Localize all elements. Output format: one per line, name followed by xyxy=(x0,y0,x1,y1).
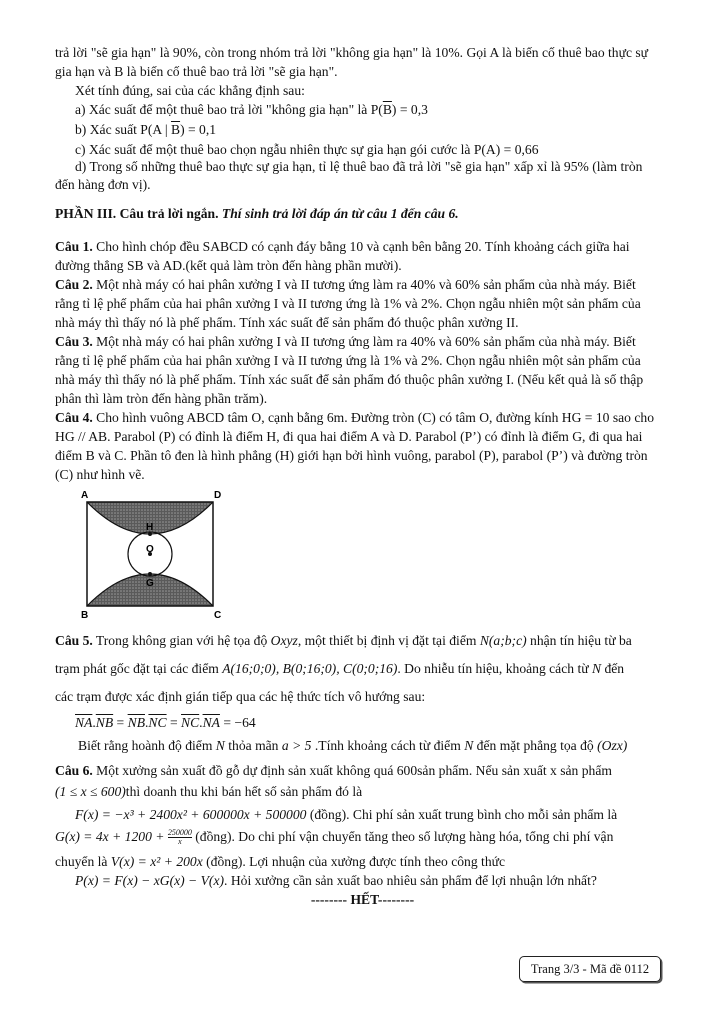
question-6-line-1: Câu 6. Một xưởng sản xuất đồ gỗ dự định sản xuất không quá 600sản phẩm. Nếu sản xuất x sản phẩm xyxy=(55,763,612,778)
question-5-line-5: Biết rằng hoành độ điểm N thỏa mãn a > 5 .Tính khoảng cách từ điểm N đến mặt phẳng tọa độ (Ozx) xyxy=(78,738,628,753)
label-d: D xyxy=(214,490,222,501)
label-g: G xyxy=(146,578,154,589)
statement-b: b) Xác suất P(A | $\overline{B}) = 0,1$ xyxy=(75,122,217,137)
end-mark: -------- HẾT-------- xyxy=(310,892,415,907)
question-2-line-1: Câu 2. Một nhà máy có hai phân xưởng I và II tương ứng làm ra 40% và 60% sản phẩm của nhà máy. Biết xyxy=(55,277,636,292)
label-h: H xyxy=(146,522,154,533)
label-b: B xyxy=(81,610,89,621)
intro-line-3: Xét tính đúng, sai của các khẳng định sau: xyxy=(75,83,305,98)
question-4-line-1: Câu 4. Cho hình vuông ABCD tâm O, cạnh bằng 6m. Đường tròn (C) có tâm O, đường kính HG = 10 sao cho xyxy=(55,410,655,425)
question-4-line-4: (C) như hình vẽ. xyxy=(55,467,145,482)
question-5-line-1: Câu 5. Trong không gian với hệ tọa độ Oxyz, một thiết bị định vị đặt tại điểm N(a;b;c) nhận tín hiệu từ ba xyxy=(55,633,632,648)
statement-c: c) Xác suất để một thuê bao chọn ngẫu nhiên thực sự gia hạn gói cước là P(A) = 0,66 xyxy=(75,142,539,157)
question-3-line-1: Câu 3. Một nhà máy có hai phân xưởng I và II tương ứng làm ra 40% và 60% sản phẩm của nhà máy. Biết xyxy=(55,334,636,349)
page-footer-box: Trang 3/3 - Mã đề 0112 xyxy=(519,956,661,982)
question-5-line-2: trạm phát gốc đặt tại các điểm A(16;0;0), B(0;16;0), C(0;0;16). Do nhiễu tín hiệu, khoảng cách từ N đến xyxy=(55,661,625,676)
question-4-line-2: HG // AB. Parabol (P) có đỉnh là điểm H, đi qua hai điểm A và D. Parabol (P’) có đỉnh là điểm G, đi qua hai xyxy=(55,429,643,444)
question-3-line-4: phân thì làm tròn đến hàng phần trăm). xyxy=(55,391,268,406)
question-5-line-3: các trạm được xác định gián tiếp qua các hệ thức tích vô hướng sau: xyxy=(55,689,426,704)
question-2-line-2: rằng tỉ lệ phế phẩm của hai phân xưởng I và II tương ứng là 1% và 2%. Chọn ngẫu nhiên một sản phẩm của xyxy=(55,296,641,311)
label-c: C xyxy=(214,610,222,621)
question-2-line-3: nhà máy thì thấy nó là phế phẩm. Tính xác suất để sản phẩm đó thuộc phân xưởng II. xyxy=(55,315,519,330)
question-6-line-5: chuyển là V(x) = x² + 200x (đồng). Lợi nhuận của xưởng được tính theo công thức xyxy=(55,854,506,869)
question-6-line-4: G(x) = 4x + 1200 + $\frac{250000}{x}$ (đồng). Do chi phí vận chuyển tăng theo số lượng hàng hóa, tổng chi phí vận xyxy=(55,828,614,847)
statement-d-line-2: đến hàng đơn vị). xyxy=(55,177,151,192)
intro-line-2: gia hạn và B là biến cố thuê bao trả lời "sẽ gia hạn". xyxy=(55,64,338,79)
question-5-equation: $\overline{NA}.\overline{NB} = \overline{NB}.\overline{NC} = \overline{NC}.\overline{NA} = -64$ xyxy=(75,715,256,730)
question-6-line-2: (1 ≤ x ≤ 600)thì doanh thu khi bán hết số sản phẩm đó là xyxy=(55,784,363,799)
point-g xyxy=(148,572,152,576)
question-6-line-3: F(x) = −x³ + 2400x² + 600000x + 500000 (đồng). Chi phí sản xuất trung bình cho mỗi sản phẩm là xyxy=(75,807,618,822)
question-1-line-2: đường thẳng SB và AD.(kết quả làm tròn đến hàng phần mười). xyxy=(55,258,402,273)
label-a: A xyxy=(81,490,89,501)
statement-a: a) Xác suất để một thuê bao trả lời "không gia hạn" là $P(\overline{B}) = 0,3$ xyxy=(75,102,428,117)
fraction-250000-over-x: $\frac{250000}{x}$ xyxy=(167,828,192,847)
question-3-line-3: nhà máy thì thấy nó là phế phẩm. Tính xác suất để sản phẩm đó thuộc phân xưởng I. (Nếu kết quả là số thập xyxy=(55,372,644,387)
label-o: O xyxy=(146,544,154,555)
statement-d-line-1: d) Trong số những thuê bao thực sự gia hạn, tỉ lệ thuê bao đã trả lời "sẽ gia hạn" xấp xỉ là 95% (làm tròn xyxy=(75,159,643,174)
question-6-line-6: P(x) = F(x) − xG(x) − V(x). Hỏi xưởng cần sản xuất bao nhiêu sản phẩm để lợi nhuận lớn nhất? xyxy=(75,873,597,888)
square-parabola-figure xyxy=(75,488,225,622)
section-3-heading: PHẦN III. Câu trả lời ngắn. Thí sinh trả lời đáp án từ câu 1 đến câu 6. xyxy=(55,206,459,221)
intro-line-1: trả lời "sẽ gia hạn" là 90%, còn trong nhóm trả lời "không gia hạn" là 10%. Gọi A là biến cố thuê bao thực sự xyxy=(55,45,649,60)
question-4-line-3: điểm B và C. Phần tô đen là hình phẳng (H) giới hạn bởi hình vuông, parabol (P), parabol (P’) và đường tròn xyxy=(55,448,648,463)
question-1-line-1: Câu 1. Cho hình chóp đều SABCD có cạnh đáy bằng 10 và cạnh bên bằng 20. Tính khoảng cách giữa hai xyxy=(55,239,630,254)
question-3-line-2: rằng tỉ lệ phế phẩm của hai phân xưởng I và II tương ứng là 1% và 2%. Chọn ngẫu nhiên một sản phẩm của xyxy=(55,353,641,368)
